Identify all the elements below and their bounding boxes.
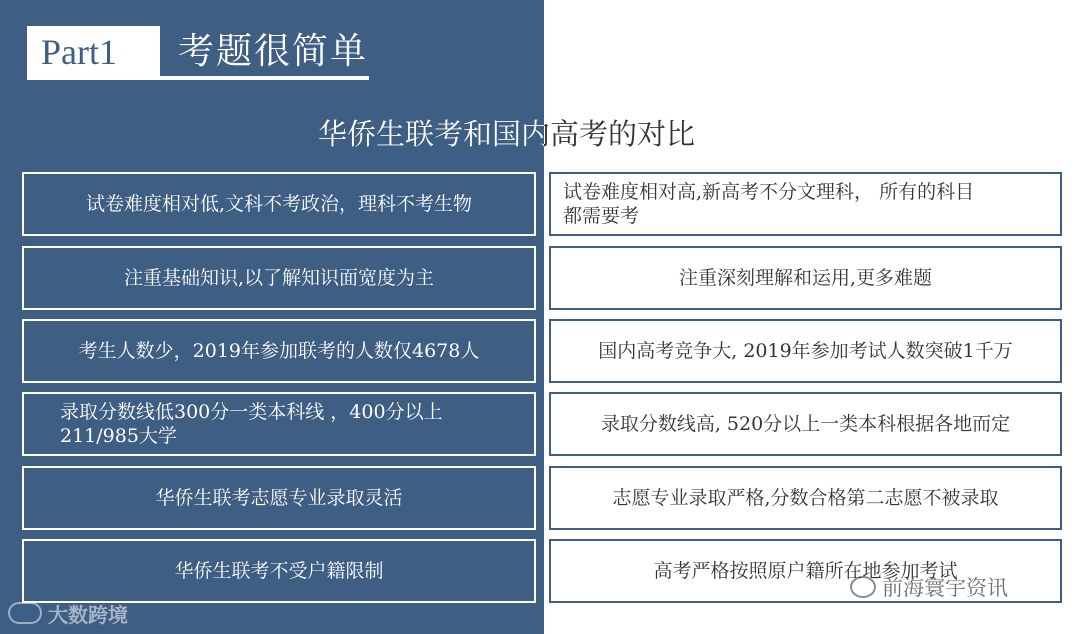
brand-logo: [8, 598, 128, 628]
part-label: Part1: [27, 26, 160, 78]
left-cell-3: [22, 319, 536, 383]
right-cell-3: [549, 319, 1062, 383]
wechat-icon: [850, 576, 876, 598]
right-cell-4: [549, 392, 1062, 456]
right-cell-1: [549, 172, 1062, 236]
right-cell-2: [549, 246, 1062, 310]
right-cell-text: 志愿专业录取严格,分数合格第二志愿不被录取: [612, 487, 999, 509]
right-cell-text-line2: 都需要考: [563, 205, 640, 227]
left-cell-text: 考生人数少，2019年参加联考的人数仅4678人: [78, 340, 480, 362]
left-cell-6: [22, 539, 536, 603]
right-cell-text: 注重深刻理解和运用,更多难题: [678, 267, 933, 289]
left-cell-text: 注重基础知识,以了解知识面宽度为主: [123, 267, 435, 289]
right-cell-text: 国内高考竞争大, 2019年参加考试人数突破1千万: [598, 340, 1013, 362]
left-cell-1: [22, 172, 536, 236]
part-underline: [27, 76, 369, 80]
brand-logo-text: 大数跨境: [48, 602, 128, 627]
right-cell-5: [549, 466, 1062, 530]
right-cell-text: 录取分数线高, 520分以上一类本科根据各地而定: [600, 413, 1011, 435]
left-cell-text: 华侨生联考志愿专业录取灵活: [155, 487, 403, 509]
left-cell-5: [22, 466, 536, 530]
right-cell-text-line1: 试卷难度相对高,新高考不分文理科， 所有的科目: [563, 181, 975, 203]
left-cell-text: 华侨生联考不受户籍限制: [174, 560, 384, 582]
logo-icon: [8, 602, 42, 624]
left-cell-4: [22, 392, 536, 456]
account-watermark-text: 前海寰宇资讯: [882, 576, 1008, 600]
left-cell-2: [22, 246, 536, 310]
left-cell-text-line2: 211/985大学: [60, 425, 177, 447]
main-title: 华侨生联考和国内高考的对比: [318, 110, 695, 158]
account-watermark: [850, 570, 1008, 604]
left-cell-text-line1: 录取分数线低300分一类本科线 ，400分以上: [60, 401, 443, 423]
left-cell-text: 试卷难度相对低,文科不考政治，理科不考生物: [85, 193, 473, 215]
part-title: 考题很简单: [178, 31, 369, 72]
right-cell-text: 高考严格按照原户籍所在地参加考试: [653, 560, 958, 582]
